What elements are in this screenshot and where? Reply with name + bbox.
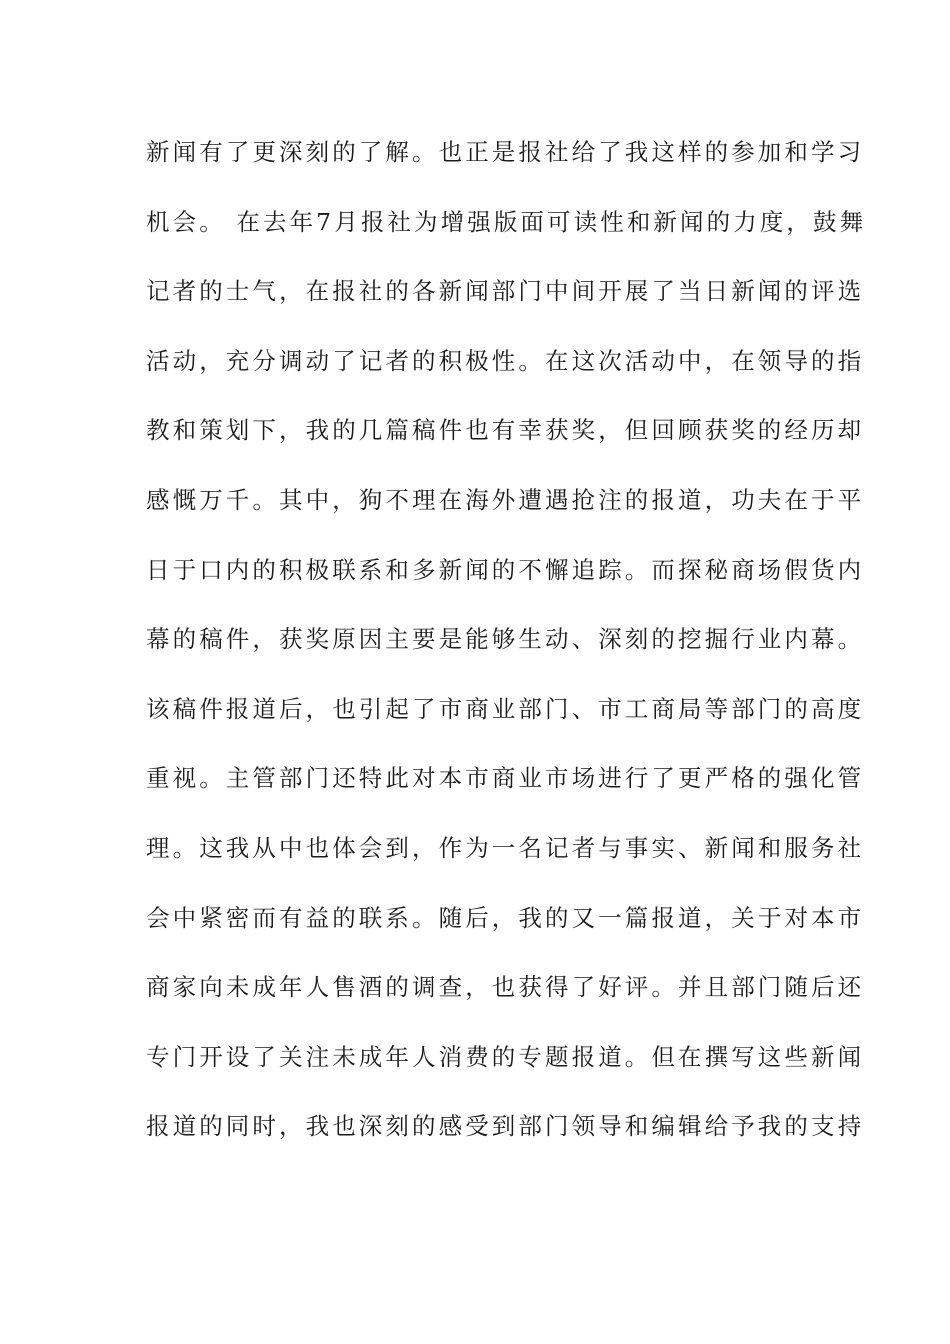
text-line: 该稿件报道后，也引起了市商业部门、市工商局等部门的高度	[146, 694, 865, 723]
text-line: 报道的同时，我也深刻的感受到部门领导和编辑给予我的支持	[146, 1112, 865, 1141]
text-line: 日于口内的积极联系和多新闻的不懈追踪。而探秘商场假货内	[146, 555, 865, 584]
text-line: 新闻有了更深刻的了解。也正是报社给了我这样的参加和学习	[146, 138, 865, 166]
body-text	[146, 130, 867, 1174]
text-line: 幕的稿件，获奖原因主要是能够生动、深刻的挖掘行业内幕。	[146, 625, 865, 654]
text-line: 记者的士气，在报社的各新闻部门中间开展了当日新闻的评选	[146, 277, 865, 306]
text-line: 教和策划下，我的几篇稿件也有幸获奖，但回顾获奖的经历却	[146, 416, 865, 445]
text-line: 感慨万千。其中，狗不理在海外遭遇抢注的报道，功夫在于平	[146, 485, 865, 514]
text-line: 活动，充分调动了记者的积极性。在这次活动中，在领导的指	[146, 346, 865, 375]
text-line: 会中紧密而有益的联系。随后，我的又一篇报道，关于对本市	[146, 903, 865, 932]
text-line: 重视。主管部门还特此对本市商业市场进行了更严格的强化管	[146, 764, 865, 793]
text-line: 理。这我从中也体会到，作为一名记者与事实、新闻和服务社	[146, 833, 865, 862]
text-line: 机会。 在去年7月报社为增强版面可读性和新闻的力度，鼓舞	[146, 207, 867, 236]
text-line: 专门开设了关注未成年人消费的专题报道。但在撰写这些新闻	[146, 1042, 865, 1071]
text-line: 商家向未成年人售酒的调查，也获得了好评。并且部门随后还	[146, 973, 865, 1002]
